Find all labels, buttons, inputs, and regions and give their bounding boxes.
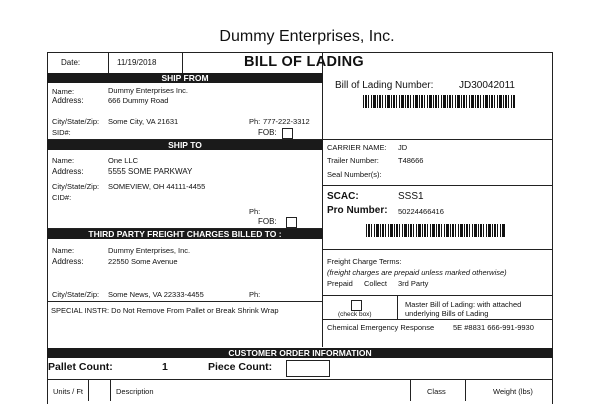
third-party-csz-label: City/State/Zip: [52,290,100,299]
pro-barcode [366,224,506,237]
center-divider [322,52,323,347]
row-line [47,301,323,302]
ship-to-fob-label: FOB: [258,217,277,226]
col-description: Description [116,387,154,396]
col-class: Class [427,387,446,396]
col-divider [410,379,411,401]
bol-barcode [363,95,515,108]
scac-label: SCAC: [327,191,359,202]
chem-label: Chemical Emergency Response [327,323,435,332]
company-title: Dummy Enterprises, Inc. [219,28,395,45]
third-party-header: THIRD PARTY FREIGHT CHARGES BILLED TO : [47,229,323,239]
date-value-divider [182,52,183,73]
ship-from-ph: 777-222-3312 [263,117,310,126]
row-line [322,185,553,186]
date-value: 11/19/2018 [117,58,157,67]
date-label: Date: [61,58,81,67]
third-party-name: Dummy Enterprises, Inc. [108,246,191,255]
freight-prepaid: Prepaid [327,279,353,288]
piece-count-field[interactable] [286,360,330,377]
doc-title: BILL OF LADING [244,54,364,70]
row-line [322,295,553,296]
chem-value: 5E #8831 666-991-9930 [453,323,534,332]
ship-to-csz-label: City/State/Zip: [52,182,100,191]
row-line [322,139,553,140]
ship-from-header: SHIP FROM [47,73,323,83]
third-party-address: 22550 Some Avenue [108,257,178,266]
row-line [47,379,553,380]
third-party-address-label: Address: [52,257,84,266]
ship-to-address-label: Address: [52,167,84,176]
carrier-name-label: CARRIER NAME: [327,143,387,152]
ship-from-address-label: Address: [52,96,84,105]
seal-label: Seal Number(s): [327,170,382,179]
col-divider [465,379,466,401]
pro-number: 50224466416 [398,207,444,216]
check-box-label: (check box) [338,311,372,318]
ship-from-csz: Some City, VA 21631 [108,117,179,126]
ship-to-name-label: Name: [52,156,75,165]
ship-to-ph-label: Ph: [249,207,261,216]
master-divider [397,295,398,319]
ship-from-sid-label: SID#: [52,128,71,137]
third-party-csz: Some News, VA 22333-4455 [108,290,204,299]
ship-to-csz: SOMEVIEW, OH 44111-4455 [108,182,206,191]
carrier-name: JD [398,143,408,152]
ship-to-header: SHIP TO [47,140,323,150]
ship-from-address: 666 Dummy Road [108,96,169,105]
ship-to-address: 5555 SOME PARKWAY [108,167,193,176]
row-line [322,249,553,250]
col-weight: Weight (lbs) [493,387,533,396]
date-divider [108,52,109,73]
bol-number: JD30042011 [459,80,515,91]
freight-terms-title: Freight Charge Terms: [327,257,402,266]
pallet-count-label: Pallet Count: [48,361,113,373]
bol-number-label: Bill of Lading Number: [335,80,434,91]
ship-from-ph-label: Ph: [249,117,261,126]
master-bol-text: Master Bill of Lading: with attached underlying Bills of Lading [405,300,522,318]
col-divider [88,379,89,401]
freight-terms-note: (freight charges are prepaid unless marked otherwise) [327,268,507,277]
col-divider [110,379,111,401]
freight-collect: Collect [364,279,387,288]
scac-value: SSS1 [398,191,424,202]
customer-order-header: CUSTOMER ORDER INFORMATION [47,348,553,358]
pallet-count-value: 1 [162,361,168,373]
trailer-label: Trailer Number: [327,156,379,165]
third-party-name-label: Name: [52,246,75,255]
trailer-number: T48666 [398,156,424,165]
ship-from-fob-label: FOB: [258,128,277,137]
special-instructions: SPECIAL INSTR: Do Not Remove From Pallet or Break Shrink Wrap [51,306,279,315]
ship-from-csz-label: City/State/Zip: [52,117,100,126]
pro-label: Pro Number: [327,205,388,216]
ship-from-name-label: Name: [52,87,75,96]
ship-to-cid-label: CID#: [52,193,72,202]
ship-to-name: One LLC [108,156,139,165]
third-party-ph-label: Ph: [249,290,261,299]
ship-from-name: Dummy Enterprises Inc. [108,86,189,95]
master-bol-checkbox[interactable] [351,300,362,311]
row-line [322,319,553,320]
ship-to-fob-checkbox[interactable] [286,217,297,228]
ship-from-fob-checkbox[interactable] [282,128,293,139]
col-units: Units / Ft [53,387,84,396]
piece-count-label: Piece Count: [208,361,273,373]
freight-third-party: 3rd Party [398,279,429,288]
